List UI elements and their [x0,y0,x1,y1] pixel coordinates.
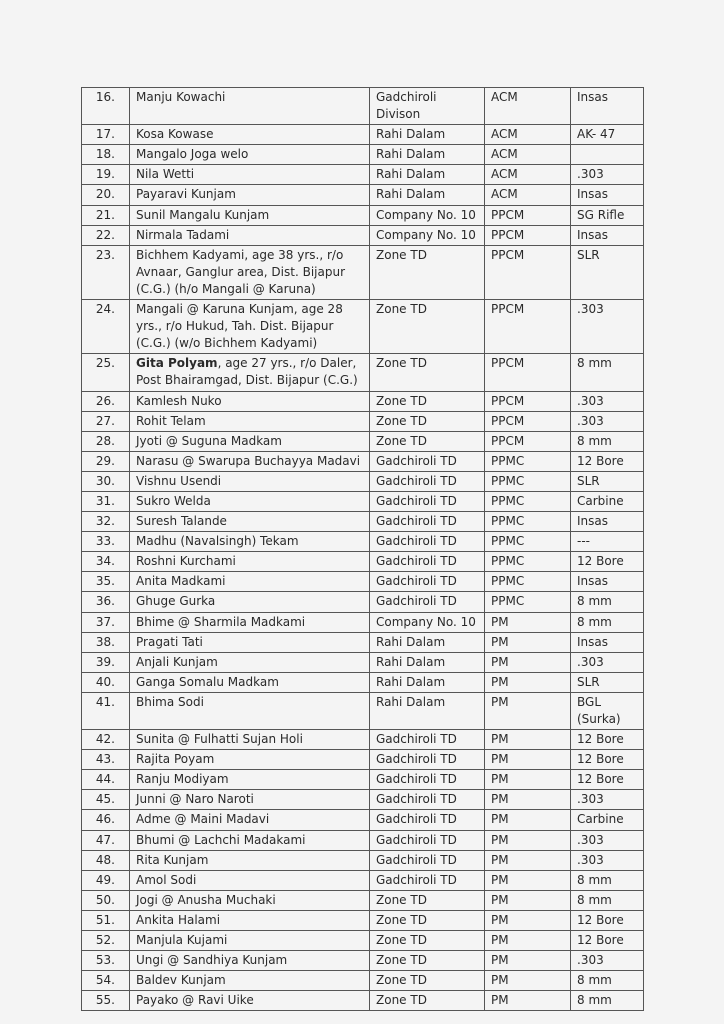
rank-cell: PPCM [485,431,571,451]
row-number: 36. [82,592,130,612]
unit-cell: Rahi Dalam [370,672,485,692]
row-number: 45. [82,790,130,810]
member-name-bold: Gita Polyam [136,356,218,371]
rank-cell: PPCM [485,354,571,391]
row-number: 42. [82,730,130,750]
weapon-cell [571,145,644,165]
member-name: Madhu (Navalsingh) Tekam [130,532,370,552]
unit-cell: Gadchiroli TD [370,830,485,850]
table-row [82,870,644,890]
weapon-cell: Insas [571,88,644,125]
row-number: 28. [82,431,130,451]
member-name: Sukro Welda [130,491,370,511]
weapon-cell: 12 Bore [571,730,644,750]
unit-cell: Rahi Dalam [370,632,485,652]
table-row [82,692,644,729]
member-details: , age 27 yrs., r/o Daler, Post Bhairamgad, Dist. Bijapur (C.G.) [136,356,358,388]
member-name: Ankita Halami [130,910,370,930]
weapon-cell: 12 Bore [571,451,644,471]
rank-cell: PM [485,632,571,652]
rank-cell: PM [485,971,571,991]
row-number: 35. [82,572,130,592]
weapon-cell: SLR [571,471,644,491]
weapon-cell: .303 [571,165,644,185]
row-number: 52. [82,931,130,951]
row-number: 16. [82,88,130,125]
rank-cell: PPMC [485,451,571,471]
unit-cell: Rahi Dalam [370,692,485,729]
table-row [82,910,644,930]
weapon-cell: 8 mm [571,870,644,890]
weapon-cell: Insas [571,572,644,592]
unit-cell: Rahi Dalam [370,145,485,165]
weapon-cell: 8 mm [571,971,644,991]
member-name: Anita Madkami [130,572,370,592]
table-row [82,300,644,354]
weapon-cell: Insas [571,632,644,652]
weapon-cell: 8 mm [571,354,644,391]
member-name: Kosa Kowase [130,125,370,145]
row-number: 50. [82,890,130,910]
member-name: Ganga Somalu Madkam [130,672,370,692]
table-row [82,165,644,185]
row-number: 53. [82,951,130,971]
member-name: Rita Kunjam [130,850,370,870]
unit-cell: Zone TD [370,890,485,910]
unit-cell: Company No. 10 [370,612,485,632]
table-row [82,632,644,652]
unit-cell: Gadchiroli Divison [370,88,485,125]
weapon-cell: Carbine [571,491,644,511]
row-number: 38. [82,632,130,652]
weapon-cell: .303 [571,391,644,411]
row-number: 18. [82,145,130,165]
member-name: Ungi @ Sandhiya Kunjam [130,951,370,971]
rank-cell: PM [485,810,571,830]
table-row [82,431,644,451]
row-number: 51. [82,910,130,930]
rank-cell: ACM [485,165,571,185]
member-name: Pragati Tati [130,632,370,652]
row-number: 23. [82,245,130,299]
unit-cell: Gadchiroli TD [370,810,485,830]
rank-cell: PM [485,931,571,951]
member-name: Ranju Modiyam [130,770,370,790]
weapon-cell: --- [571,532,644,552]
rank-cell: PPCM [485,225,571,245]
row-number: 41. [82,692,130,729]
unit-cell: Gadchiroli TD [370,770,485,790]
row-number: 33. [82,532,130,552]
table-row [82,552,644,572]
table-row [82,145,644,165]
member-name: Rohit Telam [130,411,370,431]
unit-cell: Gadchiroli TD [370,870,485,890]
rank-cell: PPMC [485,592,571,612]
table-row [82,850,644,870]
weapon-cell: SLR [571,672,644,692]
row-number: 25. [82,354,130,391]
unit-cell: Gadchiroli TD [370,552,485,572]
member-name: Baldev Kunjam [130,971,370,991]
unit-cell: Gadchiroli TD [370,471,485,491]
weapon-cell: .303 [571,850,644,870]
unit-cell: Rahi Dalam [370,185,485,205]
member-name: Payako @ Ravi Uike [130,991,370,1011]
rank-cell: ACM [485,88,571,125]
member-name: Anjali Kunjam [130,652,370,672]
row-number: 22. [82,225,130,245]
weapon-cell: Carbine [571,810,644,830]
weapon-cell: .303 [571,300,644,354]
unit-cell: Gadchiroli TD [370,512,485,532]
unit-cell: Company No. 10 [370,205,485,225]
weapon-cell: 12 Bore [571,770,644,790]
weapon-cell: 8 mm [571,890,644,910]
table-row [82,205,644,225]
member-name: Payaravi Kunjam [130,185,370,205]
row-number: 26. [82,391,130,411]
weapon-cell: 8 mm [571,991,644,1011]
unit-cell: Zone TD [370,910,485,930]
table-row [82,491,644,511]
weapon-cell: AK- 47 [571,125,644,145]
rank-cell: PM [485,770,571,790]
member-name: Junni @ Naro Naroti [130,790,370,810]
member-name: Sunil Mangalu Kunjam [130,205,370,225]
unit-cell: Zone TD [370,411,485,431]
rank-cell: PPMC [485,552,571,572]
row-number: 49. [82,870,130,890]
rank-cell: PM [485,692,571,729]
unit-cell: Gadchiroli TD [370,451,485,471]
rank-cell: ACM [485,125,571,145]
rank-cell: PM [485,830,571,850]
table-row [82,810,644,830]
weapon-cell: Insas [571,225,644,245]
table-row [82,125,644,145]
unit-cell: Zone TD [370,951,485,971]
table-row [82,931,644,951]
unit-cell: Rahi Dalam [370,125,485,145]
table-row [82,411,644,431]
weapon-cell: .303 [571,411,644,431]
member-name: Sunita @ Fulhatti Sujan Holi [130,730,370,750]
rank-cell: PM [485,612,571,632]
rank-cell: PM [485,951,571,971]
rank-cell: PM [485,910,571,930]
row-number: 40. [82,672,130,692]
row-number: 54. [82,971,130,991]
unit-cell: Gadchiroli TD [370,750,485,770]
row-number: 32. [82,512,130,532]
row-number: 29. [82,451,130,471]
unit-cell: Gadchiroli TD [370,850,485,870]
rank-cell: PM [485,890,571,910]
weapon-cell: 12 Bore [571,910,644,930]
table-row [82,790,644,810]
weapon-cell: .303 [571,951,644,971]
table-row [82,532,644,552]
row-number: 34. [82,552,130,572]
rank-cell: PPMC [485,512,571,532]
row-number: 43. [82,750,130,770]
rank-cell: PPMC [485,532,571,552]
member-name: Mangalo Joga welo [130,145,370,165]
unit-cell: Gadchiroli TD [370,491,485,511]
table-row [82,391,644,411]
unit-cell: Zone TD [370,431,485,451]
unit-cell: Zone TD [370,354,485,391]
table-row [82,225,644,245]
rank-cell: PM [485,850,571,870]
rank-cell: PPMC [485,491,571,511]
weapon-cell: 12 Bore [571,931,644,951]
unit-cell: Zone TD [370,971,485,991]
member-name: Vishnu Usendi [130,471,370,491]
rank-cell: PPCM [485,391,571,411]
row-number: 48. [82,850,130,870]
member-name: Narasu @ Swarupa Buchayya Madavi [130,451,370,471]
member-name: Jyoti @ Suguna Madkam [130,431,370,451]
unit-cell: Zone TD [370,391,485,411]
unit-cell: Rahi Dalam [370,652,485,672]
table-row [82,971,644,991]
member-name: Bhime @ Sharmila Madkami [130,612,370,632]
unit-cell: Company No. 10 [370,225,485,245]
table-row [82,830,644,850]
rank-cell: PM [485,730,571,750]
member-name: Mangali @ Karuna Kunjam, age 28 yrs., r/o Hukud, Tah. Dist. Bijapur (C.G.) (w/o Bichhem Kadyami) [130,300,370,354]
weapon-cell: 12 Bore [571,552,644,572]
table-body [82,88,644,1011]
table-row [82,672,644,692]
row-number: 46. [82,810,130,830]
rank-cell: ACM [485,145,571,165]
row-number: 24. [82,300,130,354]
member-name: Suresh Talande [130,512,370,532]
table-row [82,572,644,592]
weapon-cell: 8 mm [571,612,644,632]
rank-cell: PPCM [485,205,571,225]
table-row [82,592,644,612]
table-row [82,471,644,491]
member-name: Kamlesh Nuko [130,391,370,411]
rank-cell: PM [485,652,571,672]
member-name: Roshni Kurchami [130,552,370,572]
rank-cell: PM [485,750,571,770]
unit-cell: Zone TD [370,300,485,354]
table-row [82,512,644,532]
rank-cell: PPCM [485,245,571,299]
member-name: Rajita Poyam [130,750,370,770]
row-number: 44. [82,770,130,790]
row-number: 39. [82,652,130,672]
row-number: 27. [82,411,130,431]
weapon-cell: SG Rifle [571,205,644,225]
unit-cell: Gadchiroli TD [370,592,485,612]
weapon-cell: Insas [571,185,644,205]
table-row [82,245,644,299]
weapon-cell: Insas [571,512,644,532]
table-row [82,991,644,1011]
table-row [82,612,644,632]
unit-cell: Rahi Dalam [370,165,485,185]
member-name: Manjula Kujami [130,931,370,951]
weapon-cell: 8 mm [571,592,644,612]
member-name: Bhumi @ Lachchi Madakami [130,830,370,850]
unit-cell: Gadchiroli TD [370,730,485,750]
member-name: Adme @ Maini Madavi [130,810,370,830]
rank-cell: PPMC [485,471,571,491]
table-row [82,652,644,672]
table-row [82,354,644,391]
unit-cell: Zone TD [370,245,485,299]
weapon-cell: .303 [571,652,644,672]
weapon-cell: .303 [571,830,644,850]
unit-cell: Zone TD [370,991,485,1011]
row-number: 19. [82,165,130,185]
table-row [82,88,644,125]
row-number: 55. [82,991,130,1011]
row-number: 17. [82,125,130,145]
rank-cell: ACM [485,185,571,205]
member-name: Jogi @ Anusha Muchaki [130,890,370,910]
member-name: Bhima Sodi [130,692,370,729]
table-row [82,770,644,790]
table-row [82,890,644,910]
rank-cell: PM [485,672,571,692]
unit-cell: Zone TD [370,931,485,951]
member-name: Amol Sodi [130,870,370,890]
row-number: 31. [82,491,130,511]
weapon-cell: SLR [571,245,644,299]
row-number: 37. [82,612,130,632]
unit-cell: Gadchiroli TD [370,532,485,552]
rank-cell: PM [485,870,571,890]
rank-cell: PPMC [485,572,571,592]
member-name: Ghuge Gurka [130,592,370,612]
row-number: 47. [82,830,130,850]
table-row [82,185,644,205]
member-name: Nila Wetti [130,165,370,185]
rank-cell: PM [485,790,571,810]
row-number: 21. [82,205,130,225]
unit-cell: Gadchiroli TD [370,572,485,592]
weapon-cell: 12 Bore [571,750,644,770]
surrender-list-table [81,87,644,1011]
member-name: Manju Kowachi [130,88,370,125]
rank-cell: PPCM [485,300,571,354]
rank-cell: PPCM [485,411,571,431]
table-row [82,951,644,971]
weapon-cell: 8 mm [571,431,644,451]
weapon-cell: BGL (Surka) [571,692,644,729]
member-name [130,354,370,391]
row-number: 30. [82,471,130,491]
table-row [82,730,644,750]
member-name: Bichhem Kadyami, age 38 yrs., r/o Avnaar, Ganglur area, Dist. Bijapur (C.G.) (h/o Mangali @ Karuna) [130,245,370,299]
rank-cell: PM [485,991,571,1011]
row-number: 20. [82,185,130,205]
member-name: Nirmala Tadami [130,225,370,245]
table-row [82,451,644,471]
table-row [82,750,644,770]
unit-cell: Gadchiroli TD [370,790,485,810]
weapon-cell: .303 [571,790,644,810]
